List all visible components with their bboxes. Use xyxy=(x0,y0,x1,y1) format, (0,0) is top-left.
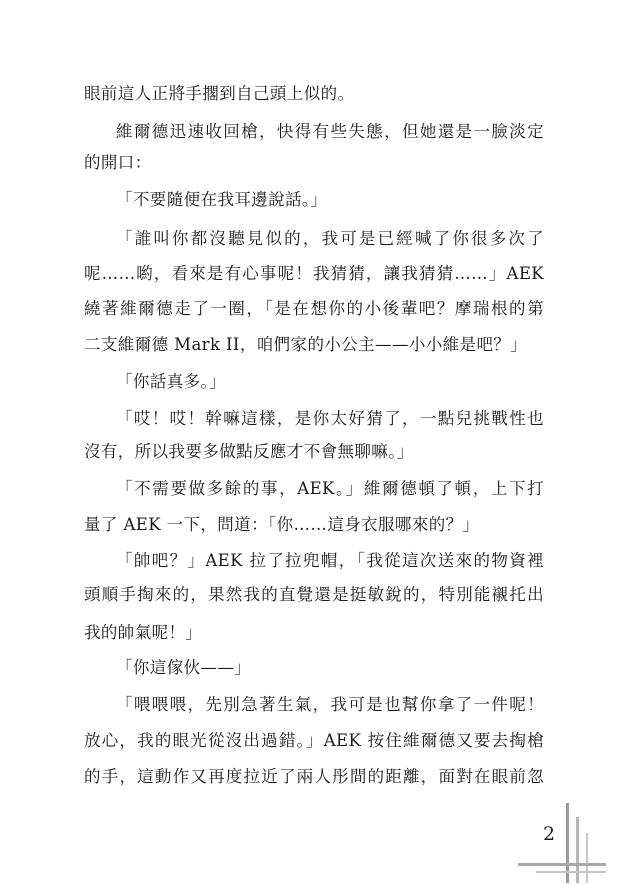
text-line: 的開口： xyxy=(84,153,152,172)
text-line: 維爾德迅速收回槍，快得有些失態，但她還是一臉淡定 xyxy=(116,122,544,141)
text-line: 「不需要做多餘的事，AEK。」維爾德頓了頓，上下打 xyxy=(116,479,544,498)
text-line: 我的帥氣呢！」 xyxy=(84,623,203,642)
text-line: 「帥吧？」AEK 拉了拉兜帽，「我從這次送來的物資裡 xyxy=(116,551,544,570)
text-line: 放心，我的眼光從沒出過錯。」AEK 按住維爾德又要去掏槍 xyxy=(84,731,544,750)
text-line: 繞著維爾德走了一圈，「是在想你的小後輩吧？摩瑞根的第 xyxy=(84,299,544,318)
text-line: 呢……喲，看來是有心事呢！我猜猜，讓我猜猜……」AEK xyxy=(84,264,544,283)
text-line: 「哎！哎！幹嘛這樣，是你太好猜了，一點兒挑戰性也 xyxy=(116,409,544,428)
text-line: 「你話真多。」 xyxy=(116,372,227,391)
corner-ornament xyxy=(516,803,606,883)
text-line: 「不要隨便在我耳邊說話。」 xyxy=(116,190,328,209)
text-line: 沒有，所以我要多做點反應才不會無聊嘛。」 xyxy=(84,442,414,461)
text-line: 的手，這動作又再度拉近了兩人彤間的距離，面對在眼前忽 xyxy=(84,767,544,786)
text-line: 「喂喂喂，先別急著生氣，我可是也幫你拿了一件呢！ xyxy=(116,695,544,714)
text-line: 「誰叫你都沒聽見似的，我可是已經喊了你很多次了 xyxy=(116,229,544,248)
page-number: 2 xyxy=(543,823,556,845)
text-line: 二支維爾德 Mark II，咱們家的小公主——小小維是吧？」 xyxy=(84,335,528,354)
text-line: 眼前這人正將手擱到自己頭上似的。 xyxy=(84,84,355,103)
text-line: 量了 AEK 一下，問道：「你……這身衣服哪來的？」 xyxy=(84,515,480,534)
text-line: 「你這傢伙——」 xyxy=(116,658,252,677)
text-line: 頭順手掏來的，果然我的直覺還是挺敏銳的，特別能襯托出 xyxy=(84,585,544,604)
